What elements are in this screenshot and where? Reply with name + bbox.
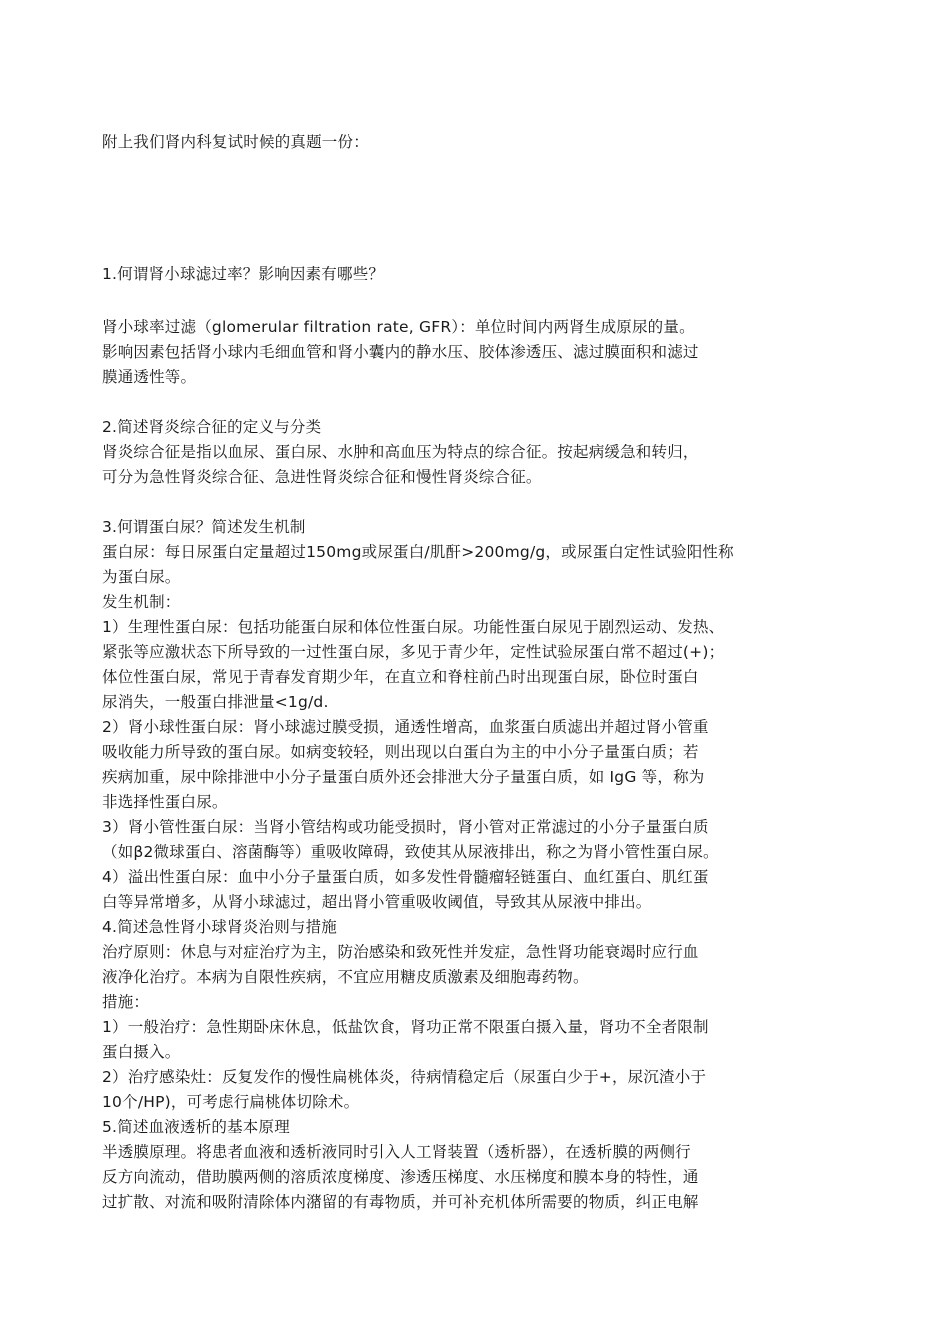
answer-line: 可分为急性肾炎综合征、急进性肾炎综合征和慢性肾炎综合征。	[102, 468, 542, 486]
answer-line: 蛋白摄入。	[102, 1043, 181, 1061]
answer-line: 液净化治疗。本病为自限性疾病，不宜应用糖皮质激素及细胞毒药物。	[102, 968, 589, 986]
answer-line: 膜通透性等。	[102, 368, 197, 386]
answer-line: 白等异常增多，从肾小球滤过，超出肾小管重吸收阈值，导致其从尿液中排出。	[102, 893, 652, 911]
answer-line: 体位性蛋白尿，常见于青春发育期少年，在直立和脊柱前凸时出现蛋白尿，卧位时蛋白	[102, 668, 699, 686]
answer-line: 1）生理性蛋白尿：包括功能蛋白尿和体位性蛋白尿。功能性蛋白尿见于剧烈运动、发热、	[102, 618, 725, 636]
answer-line: （如β2微球蛋白、溶菌酶等）重吸收障碍，致使其从尿液排出，称之为肾小管性蛋白尿。	[102, 843, 719, 861]
answer-line: 过扩散、对流和吸附清除体内潴留的有毒物质，并可补充机体所需要的物质，纠正电解	[102, 1193, 699, 1211]
question-4-heading: 4.简述急性肾小球肾炎治则与措施	[102, 918, 337, 936]
answer-line: 尿消失，一般蛋白排泄量<1g/d.	[102, 693, 329, 711]
question-5-heading: 5.简述血液透析的基本原理	[102, 1118, 290, 1136]
answer-line: 蛋白尿：每日尿蛋白定量超过150mg或尿蛋白/肌酐>200mg/g，或尿蛋白定性试验阳性称	[102, 543, 734, 561]
question-3-heading: 3.何谓蛋白尿？简述发生机制	[102, 518, 306, 536]
question-1-heading: 1.何谓肾小球滤过率？影响因素有哪些？	[102, 265, 385, 283]
answer-line: 疾病加重，尿中除排泄中小分子量蛋白质外还会排泄大分子量蛋白质，如 IgG 等，称为	[102, 768, 705, 786]
answer-line: 紧张等应激状态下所导致的一过性蛋白尿，多见于青少年，定性试验尿蛋白常不超过(+)；	[102, 643, 725, 661]
intro-text: 附上我们肾内科复试时候的真题一份：	[102, 133, 369, 151]
answer-line: 措施：	[102, 993, 150, 1011]
answer-line: 4）溢出性蛋白尿：血中小分子量蛋白质，如多发性骨髓瘤轻链蛋白、血红蛋白、肌红蛋	[102, 868, 709, 886]
answer-line: 非选择性蛋白尿。	[102, 793, 228, 811]
answer-line: 半透膜原理。将患者血液和透析液同时引入人工肾装置（透析器），在透析膜的两侧行	[102, 1143, 691, 1161]
answer-line: 肾小球率过滤（glomerular filtration rate, GFR）：单位时间内两肾生成原尿的量。	[102, 318, 695, 336]
answer-line: 吸收能力所导致的蛋白尿。如病变较轻，则出现以白蛋白为主的中小分子量蛋白质；若	[102, 743, 699, 761]
answer-line: 2）肾小球性蛋白尿：肾小球滤过膜受损，通透性增高，血浆蛋白质滤出并超过肾小管重	[102, 718, 709, 736]
answer-line: 10个/HP)，可考虑行扁桃体切除术。	[102, 1093, 360, 1111]
answer-line: 影响因素包括肾小球内毛细血管和肾小囊内的静水压、胶体渗透压、滤过膜面积和滤过	[102, 343, 699, 361]
answer-line: 肾炎综合征是指以血尿、蛋白尿、水肿和高血压为特点的综合征。按起病缓急和转归，	[102, 443, 699, 461]
answer-line: 2）治疗感染灶：反复发作的慢性扁桃体炎，待病情稳定后（尿蛋白少于+，尿沉渣小于	[102, 1068, 707, 1086]
answer-line: 发生机制：	[102, 593, 181, 611]
answer-line: 反方向流动，借助膜两侧的溶质浓度梯度、渗透压梯度、水压梯度和膜本身的特性，通	[102, 1168, 699, 1186]
answer-line: 为蛋白尿。	[102, 568, 181, 586]
answer-line: 3）肾小管性蛋白尿：当肾小管结构或功能受损时，肾小管对正常滤过的小分子量蛋白质	[102, 818, 709, 836]
answer-line: 1）一般治疗：急性期卧床休息，低盐饮食，肾功正常不限蛋白摄入量，肾功不全者限制	[102, 1018, 709, 1036]
question-2-heading: 2.简述肾炎综合征的定义与分类	[102, 418, 322, 436]
answer-line: 治疗原则：休息与对症治疗为主，防治感染和致死性并发症，急性肾功能衰竭时应行血	[102, 943, 699, 961]
